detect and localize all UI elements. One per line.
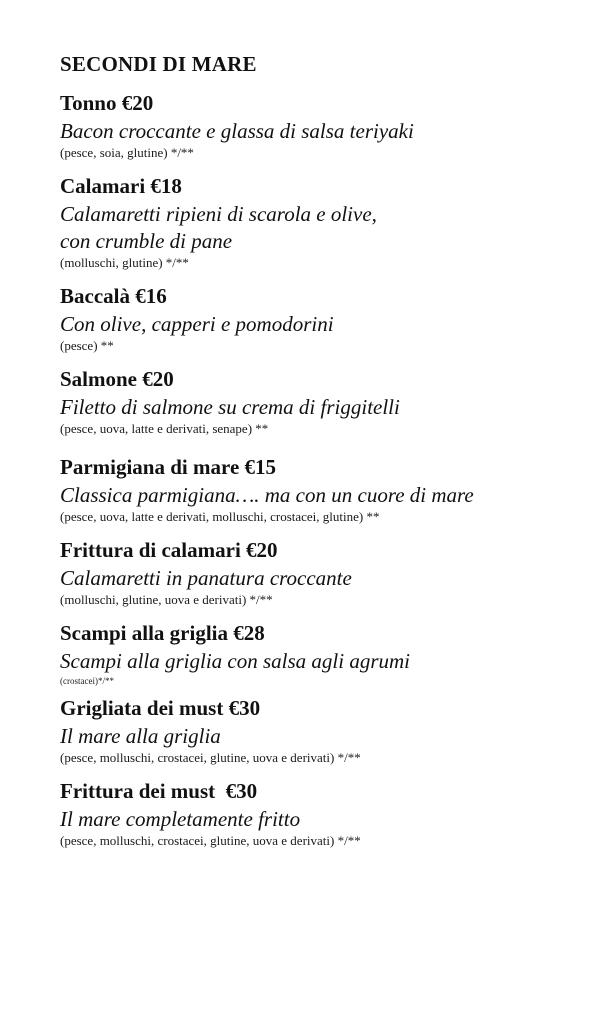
item-name: Parmigiana di mare €15 (60, 455, 277, 479)
menu-item-baccala (60, 284, 600, 354)
item-allergens: (pesce, molluschi, crostacei, glutine, uova e derivati) */** (60, 833, 361, 848)
item-allergens: (pesce) ** (60, 338, 114, 353)
item-description: Calamaretti in panatura croccante (60, 566, 352, 590)
item-name: Salmone €20 (60, 367, 174, 391)
menu-item-frittura-di-calamari (60, 538, 600, 608)
item-name: Baccalà €16 (60, 284, 167, 308)
menu-item-salmone (60, 367, 600, 437)
menu-item-calamari (60, 174, 600, 271)
menu-item-frittura-dei-must (60, 779, 600, 849)
menu-item-grigliata-dei-must (60, 696, 600, 766)
item-description-line-2: con crumble di pane (60, 229, 233, 253)
item-name: Tonno €20 (60, 91, 154, 115)
item-allergens: (pesce, soia, glutine) */** (60, 145, 194, 160)
item-name: Frittura dei must €30 (60, 779, 258, 803)
menu-item-parmigiana-di-mare (60, 455, 600, 525)
menu-item-scampi-alla-griglia (60, 621, 600, 687)
item-name: Scampi alla griglia €28 (60, 621, 265, 645)
item-allergens: (molluschi, glutine, uova e derivati) */** (60, 592, 273, 607)
menu-item-tonno (60, 91, 600, 161)
item-name: Grigliata dei must €30 (60, 696, 261, 720)
item-allergens: (crostacei)*/** (60, 676, 114, 686)
item-name: Calamari €18 (60, 174, 182, 198)
item-description: Calamaretti ripieni di scarola e olive, (60, 202, 377, 226)
item-description: Bacon croccante e glassa di salsa teriyaki (60, 119, 414, 143)
item-name: Frittura di calamari €20 (60, 538, 278, 562)
item-description: Scampi alla griglia con salsa agli agrumi (60, 649, 411, 673)
item-allergens: (pesce, uova, latte e derivati, senape) ** (60, 421, 269, 436)
item-description: Il mare alla griglia (60, 724, 221, 748)
item-description: Il mare completamente fritto (60, 807, 301, 831)
section-title: SECONDI DI MARE (60, 52, 257, 76)
item-description: Con olive, capperi e pomodorini (60, 312, 334, 336)
item-allergens: (pesce, molluschi, crostacei, glutine, uova e derivati) */** (60, 750, 361, 765)
item-allergens: (pesce, uova, latte e derivati, molluschi, crostacei, glutine) ** (60, 509, 380, 524)
item-description: Filetto di salmone su crema di friggitelli (60, 395, 400, 419)
item-allergens: (molluschi, glutine) */** (60, 255, 189, 270)
item-description: Classica parmigiana…. ma con un cuore di mare (60, 483, 474, 507)
